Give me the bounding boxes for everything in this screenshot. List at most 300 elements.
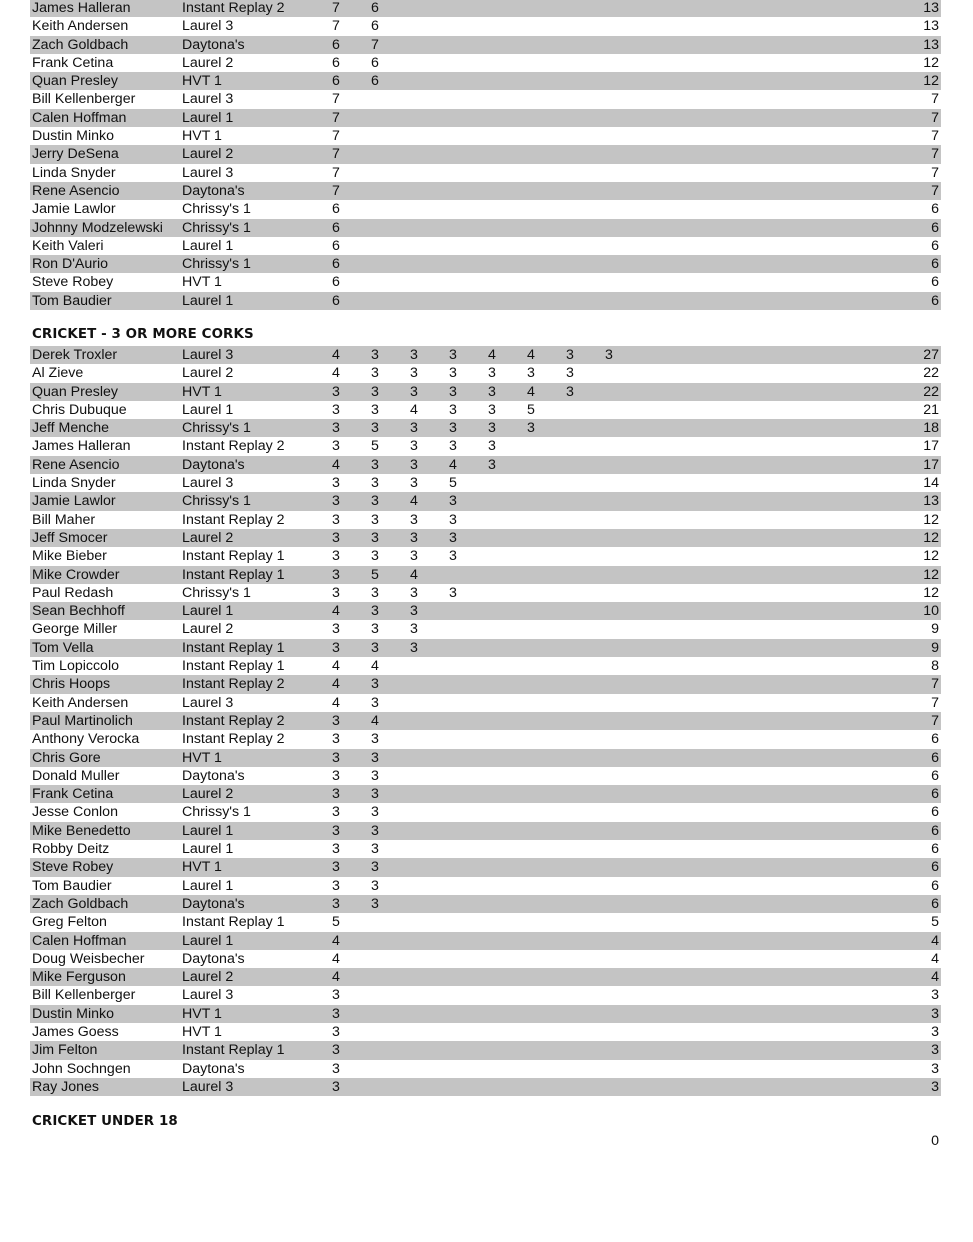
score-cell: 3 [449,420,457,437]
score-cell: 3 [449,401,457,418]
score-cell: 4 [332,347,340,363]
table-row [30,127,941,145]
score-cell: 3 [371,493,379,510]
total-cell: 7 [931,182,939,199]
score-cell: 3 [371,877,379,894]
standings-table-cricket-corks [30,346,941,1096]
section-title-cricket-corks: CRICKET - 3 OR MORE CORKS [32,327,254,342]
score-cell: 3 [449,493,457,510]
player-name: Calen Hoffman [32,932,127,949]
score-cell: 3 [566,347,574,363]
team-name: Chrissy's 1 [182,219,251,236]
score-cell: 3 [527,365,535,382]
score-cell: 3 [332,859,340,876]
score-cell: 6 [332,237,340,254]
player-name: Ray Jones [32,1078,100,1095]
score-cell: 7 [332,182,340,199]
table-row [30,913,941,931]
team-name: Laurel 2 [182,146,234,163]
score-cell: 6 [332,201,340,218]
score-cell: 3 [332,475,340,492]
team-name: Laurel 1 [182,932,234,949]
player-name: James Halleran [32,438,131,455]
total-cell: 4 [931,932,939,949]
score-cell: 5 [527,401,535,418]
total-cell: 22 [923,383,939,400]
total-cell: 6 [931,256,939,273]
player-name: Keith Andersen [32,694,129,711]
total-cell: 10 [923,603,939,620]
score-cell: 6 [332,256,340,273]
table-row [30,1060,941,1078]
score-cell: 3 [371,456,379,473]
score-cell: 4 [488,347,496,363]
team-name: Instant Replay 1 [182,658,285,675]
team-name: Laurel 1 [182,237,234,254]
score-cell: 6 [371,0,379,16]
score-cell: 4 [332,694,340,711]
team-name: Laurel 2 [182,54,234,71]
score-cell: 3 [449,548,457,565]
score-cell: 6 [332,36,340,53]
table-row [30,602,941,620]
score-cell: 3 [332,822,340,839]
table-row [30,986,941,1004]
player-name: Dustin Minko [32,128,115,145]
table-row [30,383,941,401]
score-cell: 3 [332,438,340,455]
player-name: Linda Snyder [32,164,116,181]
score-cell: 3 [566,365,574,382]
score-cell: 4 [332,603,340,620]
team-name: Laurel 1 [182,401,234,418]
total-cell: 6 [931,877,939,894]
player-name: Chris Dubuque [32,401,127,418]
total-cell: 12 [923,529,939,546]
total-cell: 9 [931,621,939,638]
table-row [30,437,941,455]
score-cell: 4 [332,658,340,675]
total-cell: 3 [931,1042,939,1059]
player-name: Bill Maher [32,511,96,528]
total-cell: 12 [923,54,939,71]
table-row [30,584,941,602]
score-cell: 3 [488,420,496,437]
score-cell: 5 [449,475,457,492]
score-cell: 3 [371,383,379,400]
table-row [30,492,941,510]
player-name: Jerry DeSena [32,146,119,163]
score-cell: 5 [371,438,379,455]
score-cell: 6 [332,274,340,291]
score-cell: 3 [332,895,340,912]
table-row [30,54,941,72]
score-cell: 3 [332,731,340,748]
score-cell: 3 [449,383,457,400]
total-cell: 6 [931,237,939,254]
team-name: Laurel 3 [182,475,234,492]
score-cell: 3 [371,749,379,766]
player-name: Johnny Modzelewski [32,219,163,236]
score-cell: 3 [410,438,418,455]
score-cell: 3 [332,712,340,729]
score-cell: 3 [371,841,379,858]
table-row [30,90,941,108]
team-name: HVT 1 [182,1023,222,1040]
table-row [30,0,941,17]
table-row [30,968,941,986]
table-row [30,749,941,767]
score-cell: 3 [371,347,379,363]
score-cell: 3 [488,438,496,455]
team-name: HVT 1 [182,749,222,766]
table-row [30,346,941,364]
table-row [30,474,941,492]
team-name: Daytona's [182,1060,245,1077]
team-name: Daytona's [182,895,245,912]
score-cell: 3 [332,566,340,583]
player-name: Ron D'Aurio [32,256,109,273]
player-name: Chris Hoops [32,676,111,693]
section-total-cricket-under-18: 0 [931,1133,939,1149]
score-cell: 7 [332,91,340,108]
team-name: Daytona's [182,950,245,967]
player-name: Frank Cetina [32,54,114,71]
player-name: Tom Baudier [32,877,112,894]
total-cell: 6 [931,895,939,912]
table-row [30,237,941,255]
table-row [30,730,941,748]
score-cell: 3 [332,1060,340,1077]
team-name: Laurel 1 [182,841,234,858]
score-cell: 3 [332,767,340,784]
total-cell: 27 [923,347,939,363]
score-cell: 3 [371,804,379,821]
player-name: John Sochngen [32,1060,131,1077]
score-cell: 3 [410,603,418,620]
player-name: Keith Andersen [32,18,129,35]
team-name: HVT 1 [182,859,222,876]
team-name: Daytona's [182,36,245,53]
team-name: Laurel 3 [182,1078,234,1095]
team-name: Instant Replay 2 [182,676,285,693]
table-row [30,36,941,54]
score-cell: 3 [332,383,340,400]
score-cell: 3 [371,859,379,876]
team-name: Laurel 1 [182,292,234,309]
player-name: Chris Gore [32,749,101,766]
score-cell: 3 [449,438,457,455]
player-name: Bill Kellenberger [32,91,136,108]
player-name: Paul Martinolich [32,712,133,729]
table-row [30,1041,941,1059]
player-name: Sean Bechhoff [32,603,125,620]
player-name: Jeff Smocer [32,529,108,546]
score-cell: 3 [332,804,340,821]
total-cell: 7 [931,676,939,693]
score-cell: 4 [371,658,379,675]
score-cell: 4 [449,456,457,473]
score-cell: 3 [410,347,418,363]
total-cell: 6 [931,274,939,291]
table-row [30,712,941,730]
score-cell: 4 [332,365,340,382]
total-cell: 7 [931,712,939,729]
team-name: Instant Replay 1 [182,566,285,583]
total-cell: 3 [931,1078,939,1095]
table-row [30,219,941,237]
player-name: Jamie Lawlor [32,201,116,218]
total-cell: 12 [923,548,939,565]
player-name: James Halleran [32,0,131,16]
score-cell: 3 [449,347,457,363]
table-row [30,273,941,291]
player-name: Mike Crowder [32,566,120,583]
score-cell: 4 [410,566,418,583]
total-cell: 3 [931,987,939,1004]
player-name: Calen Hoffman [32,109,127,126]
team-name: Chrissy's 1 [182,201,251,218]
score-cell: 3 [410,475,418,492]
player-name: Tom Baudier [32,292,112,309]
team-name: Laurel 2 [182,621,234,638]
table-row [30,109,941,127]
score-cell: 3 [332,1023,340,1040]
total-cell: 6 [931,804,939,821]
table-row [30,456,941,474]
score-cell: 4 [371,712,379,729]
table-row [30,419,941,437]
total-cell: 12 [923,584,939,601]
total-cell: 6 [931,731,939,748]
score-cell: 3 [371,621,379,638]
score-cell: 4 [332,950,340,967]
score-cell: 4 [527,383,535,400]
team-name: HVT 1 [182,73,222,90]
table-row [30,657,941,675]
team-name: Laurel 2 [182,969,234,986]
player-name: Jamie Lawlor [32,493,116,510]
team-name: Instant Replay 1 [182,548,285,565]
total-cell: 4 [931,950,939,967]
total-cell: 6 [931,822,939,839]
team-name: Laurel 1 [182,877,234,894]
score-cell: 3 [371,822,379,839]
score-cell: 3 [410,383,418,400]
total-cell: 13 [923,18,939,35]
table-row [30,803,941,821]
total-cell: 7 [931,91,939,108]
score-cell: 4 [527,347,535,363]
total-cell: 4 [931,969,939,986]
player-name: Steve Robey [32,859,114,876]
player-name: Greg Felton [32,914,107,931]
player-name: Jesse Conlon [32,804,118,821]
team-name: Laurel 3 [182,347,234,363]
table-row [30,255,941,273]
total-cell: 13 [923,493,939,510]
score-cell: 3 [371,548,379,565]
player-name: George Miller [32,621,118,638]
total-cell: 6 [931,219,939,236]
score-cell: 3 [449,584,457,601]
total-cell: 8 [931,658,939,675]
score-cell: 3 [332,493,340,510]
player-name: Quan Presley [32,73,118,90]
score-cell: 3 [332,1005,340,1022]
player-name: Derek Troxler [32,347,118,363]
total-cell: 7 [931,694,939,711]
player-name: James Goess [32,1023,119,1040]
score-cell: 3 [449,511,457,528]
total-cell: 7 [931,128,939,145]
total-cell: 22 [923,365,939,382]
total-cell: 14 [923,475,939,492]
player-name: Tim Lopiccolo [32,658,119,675]
player-name: Anthony Verocka [32,731,140,748]
team-name: Instant Replay 1 [182,914,285,931]
team-name: Instant Replay 1 [182,1042,285,1059]
score-cell: 3 [332,1078,340,1095]
team-name: Laurel 1 [182,822,234,839]
player-name: Jim Felton [32,1042,98,1059]
score-cell: 4 [332,456,340,473]
total-cell: 5 [931,914,939,931]
score-cell: 3 [488,401,496,418]
team-name: Instant Replay 2 [182,438,285,455]
total-cell: 13 [923,36,939,53]
score-cell: 3 [488,456,496,473]
team-name: Laurel 1 [182,109,234,126]
total-cell: 6 [931,292,939,309]
score-cell: 3 [605,347,613,363]
score-cell: 3 [371,365,379,382]
score-cell: 3 [371,603,379,620]
player-name: Dustin Minko [32,1005,115,1022]
player-name: Linda Snyder [32,475,116,492]
score-cell: 3 [332,401,340,418]
team-name: HVT 1 [182,128,222,145]
score-cell: 6 [371,54,379,71]
team-name: HVT 1 [182,383,222,400]
total-cell: 12 [923,73,939,90]
score-cell: 6 [332,73,340,90]
table-row [30,675,941,693]
team-name: HVT 1 [182,274,222,291]
table-row [30,364,941,382]
table-row [30,17,941,35]
team-name: Laurel 3 [182,91,234,108]
score-cell: 7 [332,0,340,16]
team-name: Laurel 2 [182,529,234,546]
total-cell: 7 [931,109,939,126]
team-name: Laurel 3 [182,18,234,35]
total-cell: 6 [931,767,939,784]
table-row [30,858,941,876]
score-cell: 3 [488,365,496,382]
team-name: Laurel 1 [182,603,234,620]
table-row [30,1078,941,1096]
table-row [30,620,941,638]
table-row [30,694,941,712]
score-cell: 4 [332,676,340,693]
team-name: Instant Replay 2 [182,0,285,16]
team-name: Instant Replay 1 [182,639,285,656]
player-name: Steve Robey [32,274,114,291]
score-cell: 3 [527,420,535,437]
score-cell: 3 [332,420,340,437]
table-row [30,200,941,218]
score-cell: 3 [410,456,418,473]
table-row [30,292,941,310]
score-cell: 3 [332,1042,340,1059]
score-cell: 3 [371,401,379,418]
team-name: Instant Replay 2 [182,731,285,748]
score-cell: 3 [371,767,379,784]
table-row [30,401,941,419]
score-cell: 3 [371,584,379,601]
total-cell: 17 [923,438,939,455]
total-cell: 21 [923,401,939,418]
total-cell: 6 [931,786,939,803]
score-cell: 7 [332,128,340,145]
team-name: Chrissy's 1 [182,420,251,437]
team-name: Daytona's [182,182,245,199]
score-cell: 3 [371,694,379,711]
table-row [30,785,941,803]
score-cell: 3 [488,383,496,400]
score-cell: 3 [371,895,379,912]
team-name: Chrissy's 1 [182,584,251,601]
score-cell: 5 [371,566,379,583]
score-cell: 3 [332,987,340,1004]
table-row [30,877,941,895]
score-cell: 3 [332,621,340,638]
score-cell: 6 [332,219,340,236]
score-cell: 3 [332,841,340,858]
score-cell: 4 [410,493,418,510]
player-name: Jeff Menche [32,420,110,437]
team-name: Instant Replay 2 [182,712,285,729]
score-cell: 3 [410,584,418,601]
total-cell: 9 [931,639,939,656]
player-name: Bill Kellenberger [32,987,136,1004]
player-name: Donald Muller [32,767,120,784]
team-name: Daytona's [182,456,245,473]
score-cell: 3 [332,639,340,656]
player-name: Mike Bieber [32,548,107,565]
total-cell: 12 [923,511,939,528]
player-name: Rene Asencio [32,182,120,199]
team-name: Chrissy's 1 [182,493,251,510]
total-cell: 6 [931,841,939,858]
score-cell: 3 [566,383,574,400]
score-cell: 7 [332,18,340,35]
table-row [30,182,941,200]
score-cell: 3 [410,639,418,656]
total-cell: 6 [931,859,939,876]
team-name: HVT 1 [182,1005,222,1022]
score-cell: 3 [371,786,379,803]
total-cell: 6 [931,749,939,766]
player-name: Frank Cetina [32,786,114,803]
standings-table-top [30,0,941,310]
player-name: Zach Goldbach [32,895,129,912]
team-name: Instant Replay 2 [182,511,285,528]
score-cell: 3 [371,511,379,528]
total-cell: 17 [923,456,939,473]
score-cell: 6 [371,73,379,90]
